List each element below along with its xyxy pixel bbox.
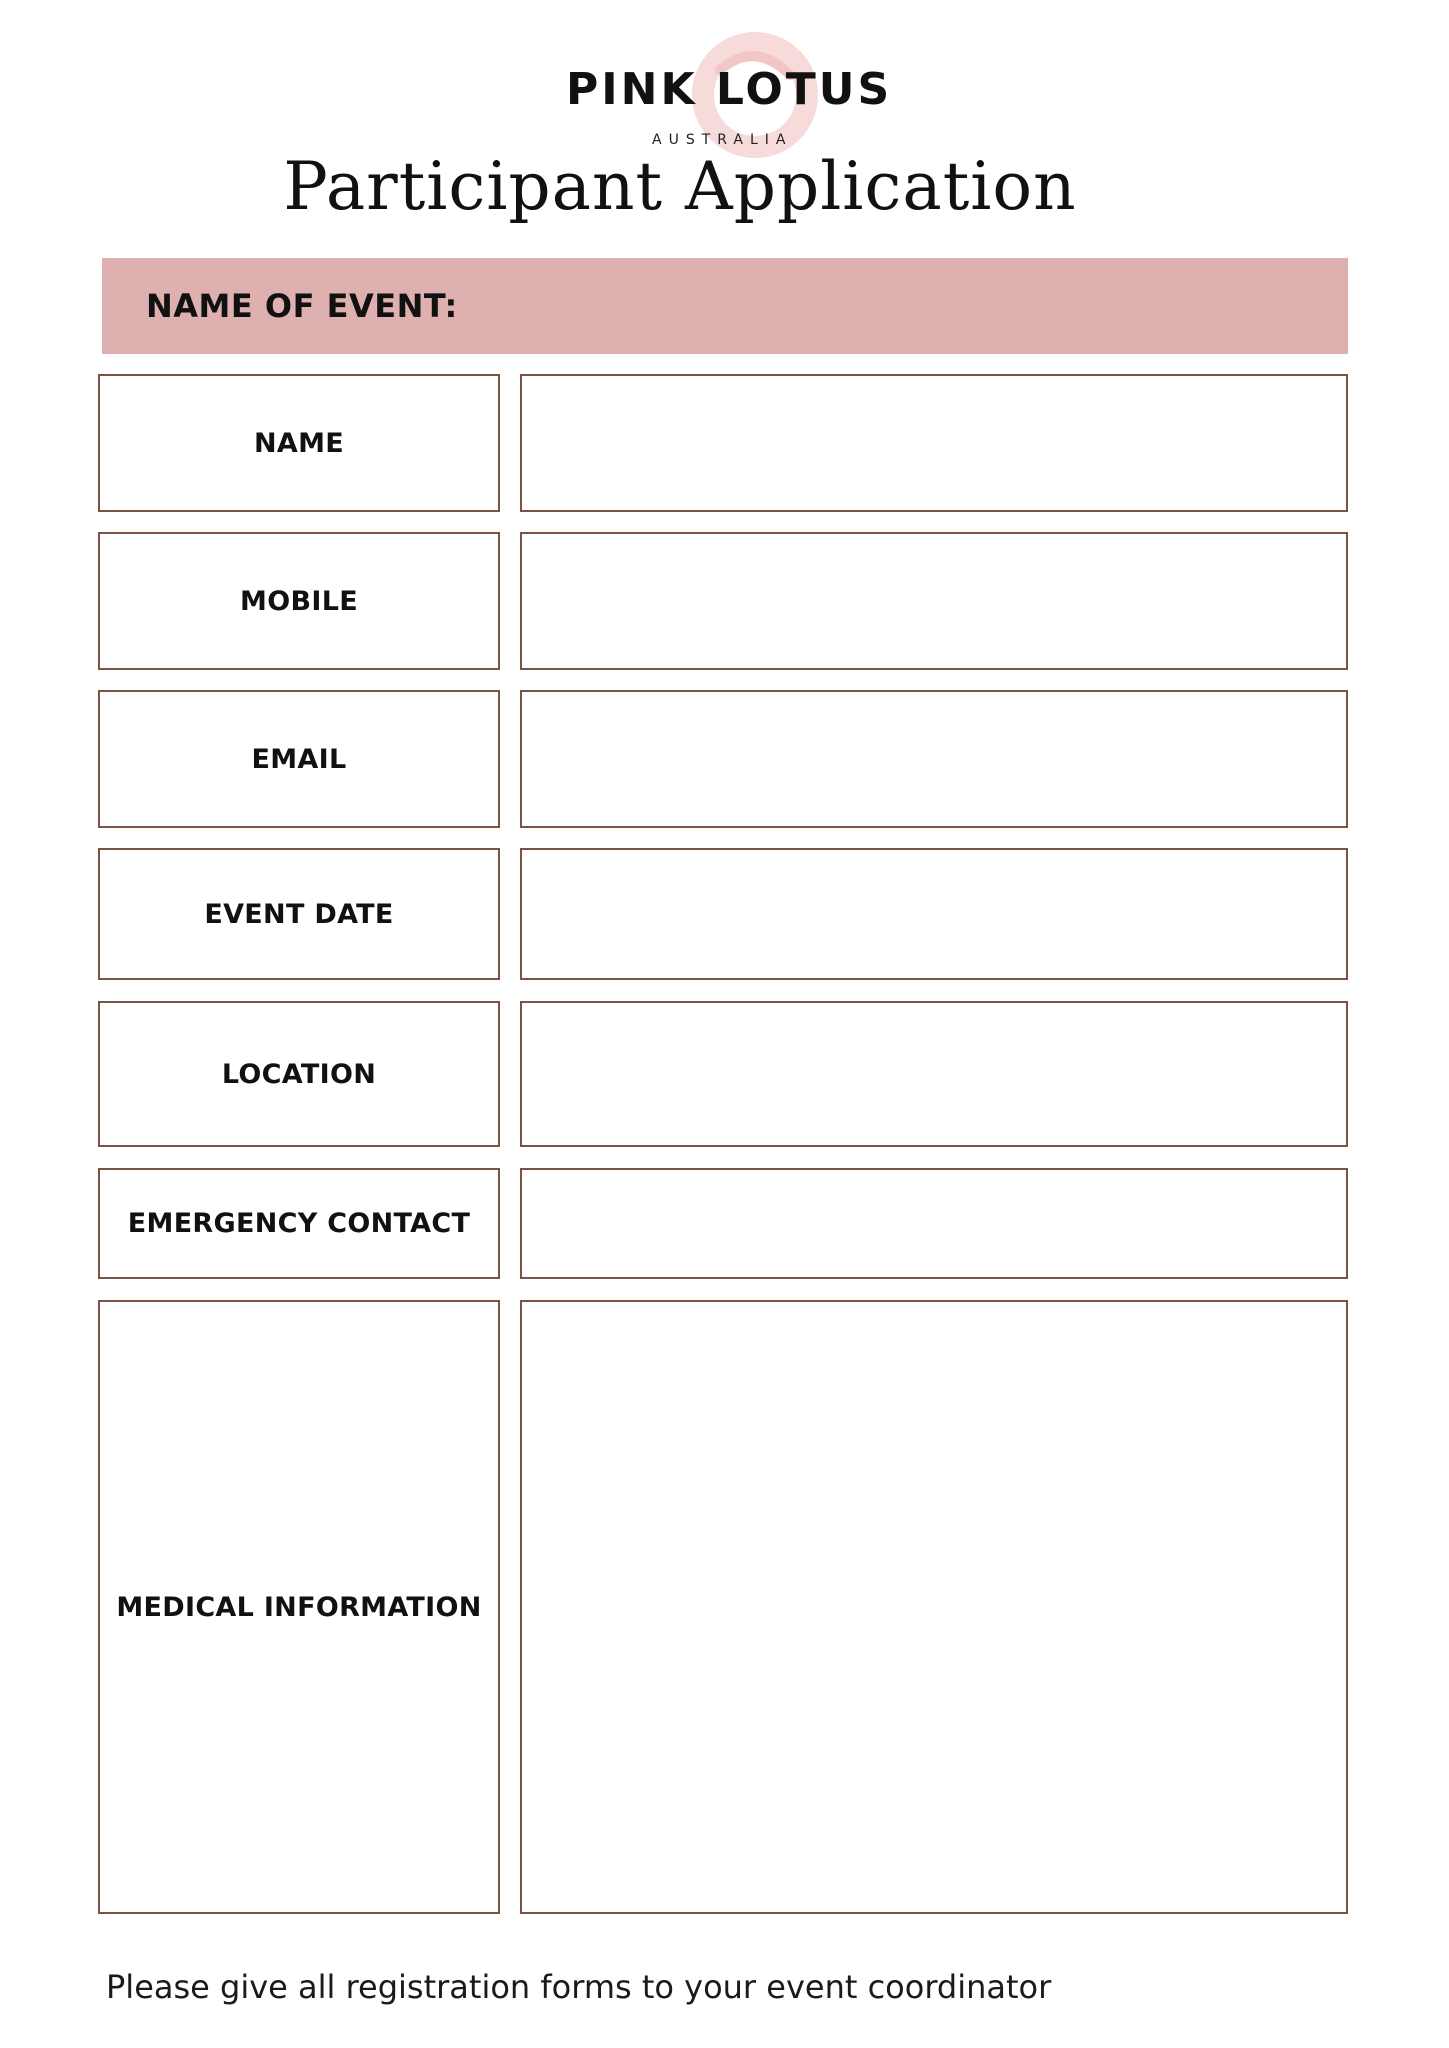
medical-information-label: MEDICAL INFORMATION [116, 1591, 482, 1623]
mobile-label: MOBILE [240, 585, 358, 617]
event-date-label: EVENT DATE [204, 898, 394, 930]
mobile-label-cell [98, 532, 500, 670]
medical-information-label-cell [98, 1300, 500, 1914]
event-date-label-cell [98, 848, 500, 980]
event-name-bar[interactable] [102, 258, 1348, 354]
emergency-contact-label: EMERGENCY CONTACT [127, 1208, 471, 1239]
footer-note: Please give all registration forms to your event coordinator [106, 1968, 1052, 2006]
location-label: LOCATION [221, 1058, 377, 1090]
location-field[interactable] [520, 1001, 1348, 1147]
event-name-label: NAME OF EVENT: [146, 287, 458, 325]
emergency-contact-field[interactable] [520, 1168, 1348, 1279]
brand-name: PINK LOTUS [566, 64, 893, 115]
name-field[interactable] [520, 374, 1348, 512]
name-label-cell [98, 374, 500, 512]
mobile-field[interactable] [520, 532, 1348, 670]
location-label-cell [98, 1001, 500, 1147]
email-label: EMAIL [251, 743, 347, 775]
email-label-cell [98, 690, 500, 828]
emergency-contact-label-cell [98, 1168, 500, 1279]
page-title: Participant Application [283, 148, 1077, 225]
brand-subtitle: AUSTRALIA [652, 132, 793, 148]
email-field[interactable] [520, 690, 1348, 828]
event-date-field[interactable] [520, 848, 1348, 980]
name-label: NAME [253, 427, 344, 459]
medical-information-field[interactable] [520, 1300, 1348, 1914]
logo [540, 20, 920, 160]
